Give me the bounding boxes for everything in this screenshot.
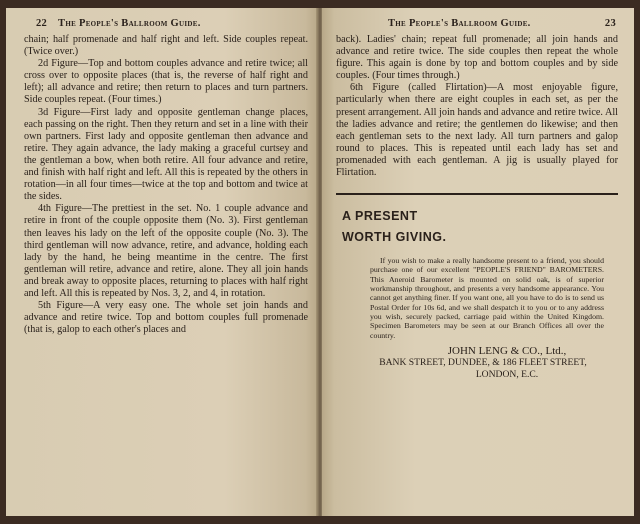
ad-company: JOHN LENG & CO., Ltd., (447, 344, 567, 357)
left-page (6, 8, 318, 516)
paragraph: 4th Figure—The prettiest in the set. No. 1 couple advance and retire in front of the couple opposite them (No. 3). First gentleman then leaves his lady on the left of the opposite couple (No. 3). The third gentleman will now advance, retire, and advance, holding each lady by the hand, he being meantime in the centre. The first gentleman will retire, advance and retire, alone. They all join hands and break away to opposite places, returning to places with half right and left. All this is repeated by Nos. 3, 2, and 4, in rotation. (24, 203, 308, 299)
ad-title-line-1: A PRESENT (342, 209, 418, 224)
right-body-text (336, 34, 618, 179)
advertisement-body (370, 256, 604, 340)
paragraph: 5th Figure—A very easy one. The whole set join hands and advance and retire twice. Top and bottom couples full promenade (that is, galop to each other's places and (24, 300, 308, 336)
paragraph: 6th Figure (called Flirtation)—A most enjoyable figure, particularly when there are eight couples in each set, as per the present arrangement. All join hands and advance and retire twice. All the ladies advance and retire; the gentlemen do likewise; and then each gentleman sets to the next lady. All turn partners and galop round to places. This is repeated until each lady has set and promenaded with each gentleman. A jig is usually played for Flirtation. (336, 82, 618, 179)
left-body-text (24, 34, 308, 336)
paragraph: back). Ladies' chain; repeat full promenade; all join hands and advance and retire twice. The side couples then repeat the whole figure. This again is done by top and bottom couples and by side couples. (Four times through.) (336, 34, 618, 82)
ad-title-line-2: WORTH GIVING. (342, 230, 447, 245)
paragraph: chain; half promenade and half right and left. Side couples repeat. (Twice over.) (24, 34, 308, 58)
left-page-number: 22 (36, 18, 48, 29)
ad-body-text: If you wish to make a really handsome present to a friend, you should purchase one of our excellent "PEOPLE'S FRIEND" BAROMETERS. This Aneroid Barometer is mounted on solid oak, is of superior workmanship throughout, and presents a very handsome appearance. You cannot get anything finer. If you want one, all you have to do is to send us Postal Order for 10s 6d, and we shall despatch it to you or to any address you wish, securely packed, carriage paid within the United Kingdom. Specimen Barometers may be seen at our Branch Offices all over the country. (370, 256, 604, 340)
left-running-title: The People's Ballroom Guide. (58, 18, 201, 29)
right-page (322, 8, 634, 516)
ad-city: LONDON, E.C. (475, 368, 539, 380)
paragraph: 3d Figure—First lady and opposite gentleman change places, each passing on the right. Then they return and set in a line with their own partners. First lady and opposite gentleman then advance and retire. They again advance, the lady making a graceful curtsey and the gentleman a bow, when both retire. All four advance and retire, and finish with half right and left. All this is repeated by the others in rotation—in all four times—twice at the top and bottom and twice at the sides. (24, 106, 308, 203)
section-divider (336, 193, 618, 195)
paragraph: 2d Figure—Top and bottom couples advance and retire twice; all cross over to opposite places (that is, the reverse of half right and left); all advance and retire; then return to places and turn partners. Side couples repeat. (Four times.) (24, 58, 308, 106)
advertisement-title (342, 206, 618, 248)
right-running-head (388, 18, 616, 29)
ad-address: BANK STREET, DUNDEE, & 186 FLEET STREET, (379, 356, 587, 368)
right-page-number: 23 (604, 18, 616, 29)
advertisement-signature (336, 345, 618, 381)
left-running-head (36, 18, 308, 29)
right-running-title: The People's Ballroom Guide. (388, 18, 531, 29)
